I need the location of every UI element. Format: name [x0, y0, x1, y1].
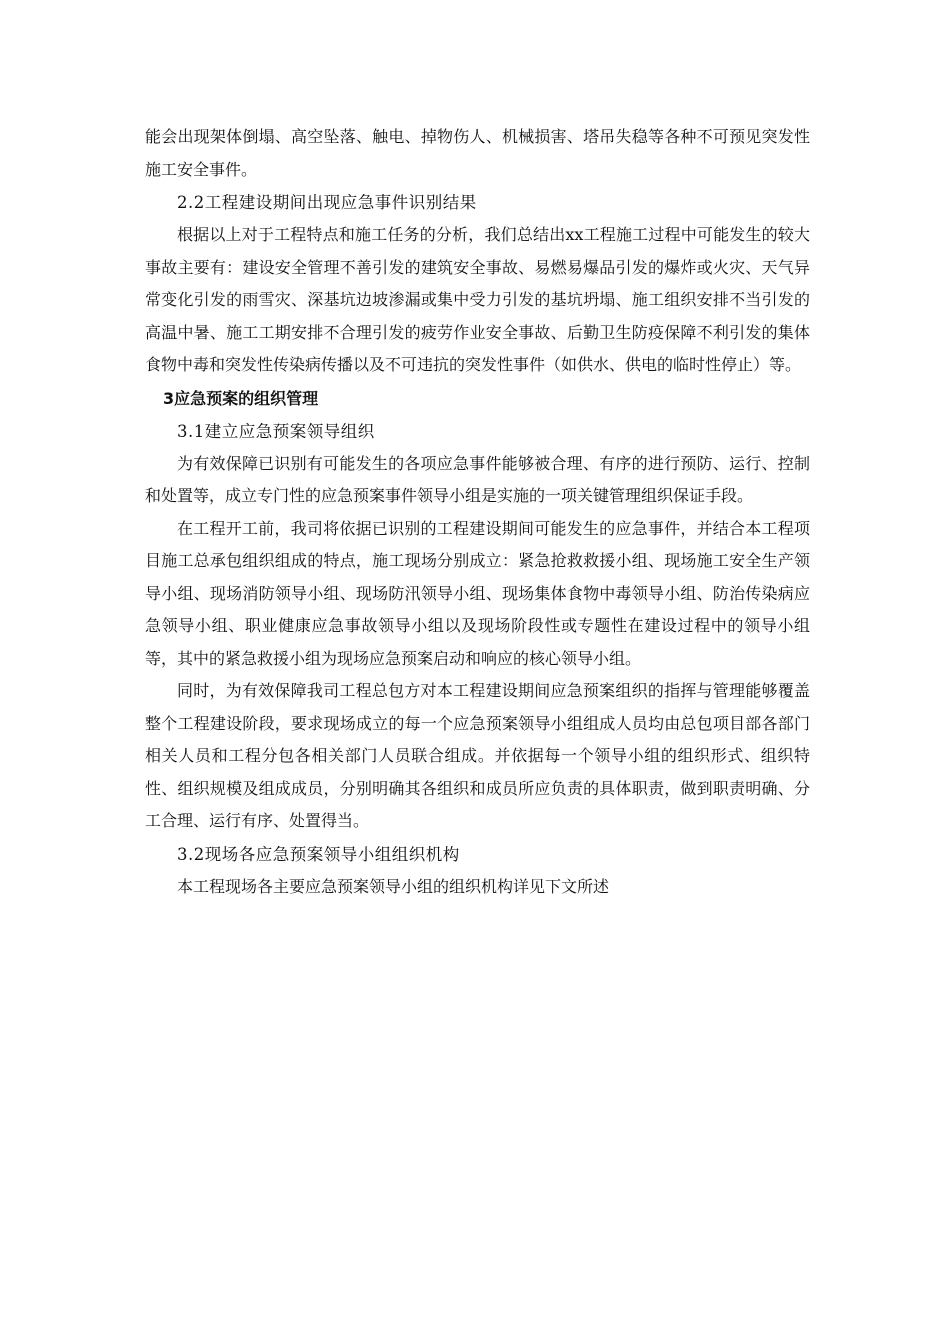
paragraph-continued: 能会出现架体倒塌、高空坠落、触电、掉物伤人、机械损害、塔吊失稳等各种不可预见突发性施工安全事件。: [145, 127, 810, 179]
paragraph-3-1-c: 同时，为有效保障我司工程总包方对本工程建设期间应急预案组织的指挥与管理能够覆盖整个工程建设阶段，要求现场成立的每一个应急预案领导小组组成人员均由总包项目部各部门相关人员和工程分包各相关部门人员联合组成。并依据每一个领导小组的组织形式、组织特性、组织规模及组成成员，分别明确其各组织和成员所应负责的具体职责，做到职责明确、分工合理、运行有序、处置得当。: [145, 681, 810, 830]
section-heading-3-2: 3.2现场各应急预案领导小组组织机构: [177, 844, 460, 864]
section-heading-2-2: 2.2工程建设期间出现应急事件识别结果: [177, 193, 477, 212]
paragraph-2-2: 根据以上对于工程特点和施工任务的分析，我们总结出xx工程施工过程中可能发生的较大事故主要有：建设安全管理不善引发的建筑安全事故、易燃易爆品引发的爆炸或火灾、天气异常变化引发的雨雪灾、深基坑边坡渗漏或集中受力引发的基坑坍塌、施工组织安排不当引发的高温中暑、施工工期安排不合理引发的疲劳作业安全事故、后勤卫生防疫保障不利引发的集体食物中毒和突发性传染病传播以及不可违抗的突发性事件（如供水、供电的临时性停止）等。: [145, 225, 810, 374]
document-body: [145, 121, 810, 903]
section-heading-3-1: 3.1建立应急预案领导组织: [177, 421, 375, 441]
paragraph-3-2: 本工程现场各主要应急预案领导小组的组织机构详见下文所述: [177, 876, 610, 896]
paragraph-3-1-b: 在工程开工前，我司将依据已识别的工程建设期间可能发生的应急事件，并结合本工程项目施工总承包组织组成的特点，施工现场分别成立：紧急抢救救援小组、现场施工安全生产领导小组、现场消防领导小组、现场防汛领导小组、现场集体食物中毒领导小组、防治传染病应急领导小组、职业健康应急事故领导小组以及现场阶段性或专题性在建设过程中的领导小组等，其中的紧急救援小组为现场应急预案启动和响应的核心领导小组。: [145, 518, 810, 668]
paragraph-3-1-a: 为有效保障已识别有可能发生的各项应急事件能够被合理、有序的进行预防、运行、控制和处置等，成立专门性的应急预案事件领导小组是实施的一项关键管理组织保证手段。: [145, 453, 810, 505]
section-heading-3: 3应急预案的组织管理: [163, 388, 319, 408]
